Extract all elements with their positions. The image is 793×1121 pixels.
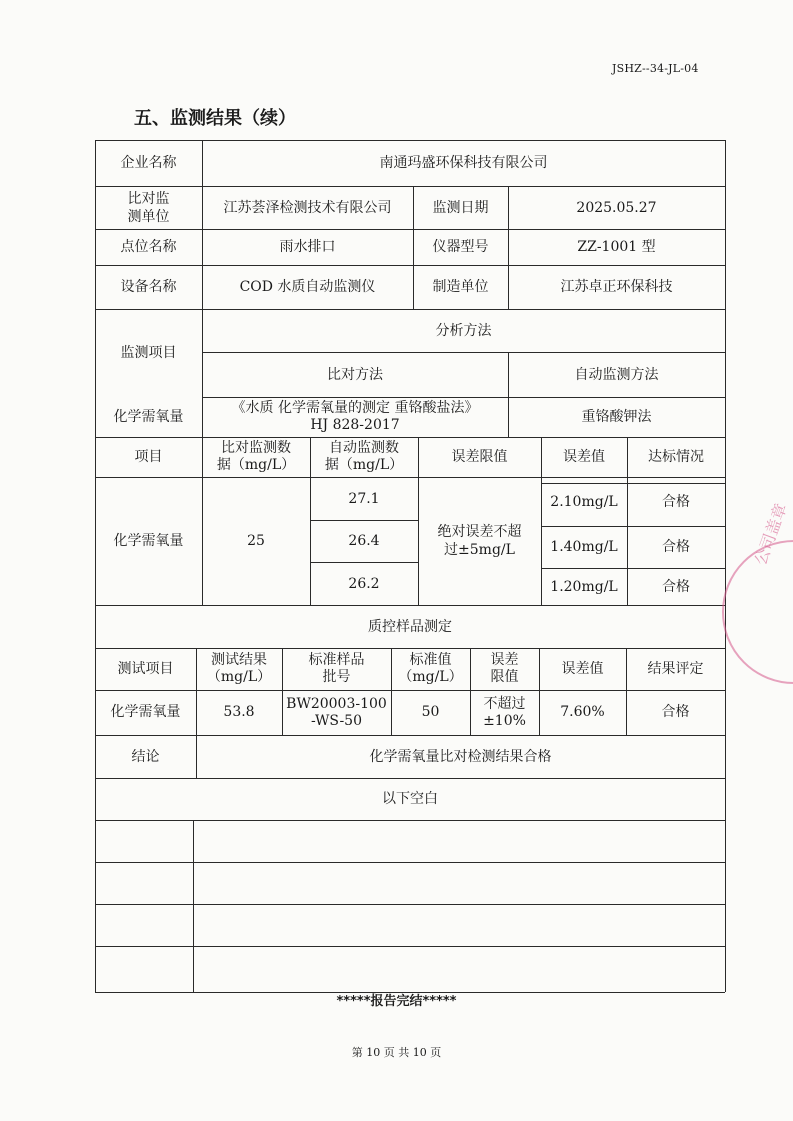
comparison-value: 25 <box>247 533 265 549</box>
page-number: 第 10 页 共 10 页 <box>351 1046 442 1059</box>
analysis-method-header: 分析方法 <box>435 322 492 339</box>
error-value-1: 1.40mg/L <box>550 539 618 555</box>
results-header-3: 误差限值 <box>451 448 508 465</box>
comparison-method-header: 比对方法 <box>327 366 383 383</box>
qc-title: 质控样品测定 <box>368 618 452 635</box>
qc-value-2: BW20003-100 -WS-50 <box>286 695 387 729</box>
comparison-unit-value: 江苏荟泽检测技术有限公司 <box>223 199 392 216</box>
status-0: 合格 <box>662 493 690 510</box>
qc-value-1: 53.8 <box>223 704 255 720</box>
company-label: 企业名称 <box>120 155 177 171</box>
error-value-2: 1.20mg/L <box>550 578 618 595</box>
table-rule <box>95 862 725 863</box>
table-rule <box>95 820 725 821</box>
conclusion-value: 化学需氧量比对检测结果合格 <box>369 748 552 765</box>
report-end-mark: *****报告完结***** <box>336 994 457 1009</box>
document-code: JSHZ--34-JL-04 <box>612 62 699 75</box>
monitoring-item-label: 监测项目 <box>120 345 177 361</box>
results-header-1: 比对监测数 据（mg/L） <box>216 440 296 473</box>
qc-header-6: 结果评定 <box>647 660 704 677</box>
manufacturer-label: 制造单位 <box>432 279 489 295</box>
instrument-model-label: 仪器型号 <box>432 239 489 255</box>
qc-header-1: 测试结果 （mg/L） <box>206 652 272 685</box>
results-item: 化学需氧量 <box>113 533 184 549</box>
device-name-label: 设备名称 <box>120 279 177 295</box>
auto-method-value: 重铬酸钾法 <box>581 409 652 425</box>
monitoring-date-label: 监测日期 <box>432 199 489 216</box>
company-value: 南通玛盛环保科技有限公司 <box>379 155 548 171</box>
conclusion-label: 结论 <box>131 748 160 765</box>
table-rule <box>193 820 194 992</box>
comparison-unit-label: 比对监 测单位 <box>127 190 170 225</box>
comparison-method-value: 《水质 化学需氧量的测定 重铬酸盐法》 HJ 828-2017 <box>231 400 479 433</box>
cod-method-label: 化学需氧量 <box>113 409 184 425</box>
table-rule <box>95 904 725 905</box>
auto-value-2: 26.2 <box>348 575 380 592</box>
qc-value-6: 合格 <box>661 704 690 720</box>
auto-method-header: 自动监测方法 <box>574 366 659 383</box>
point-name-value: 雨水排口 <box>279 239 336 255</box>
point-name-label: 点位名称 <box>120 239 177 255</box>
status-1: 合格 <box>662 539 690 555</box>
device-name-value: COD 水质自动监测仪 <box>239 279 376 295</box>
qc-value-5: 7.60% <box>560 704 605 720</box>
qc-header-2: 标准样品 批号 <box>308 652 365 685</box>
table-border-right <box>725 140 726 992</box>
company-seal-text: 公司盖章 <box>750 500 791 568</box>
qc-header-0: 测试项目 <box>117 660 174 677</box>
results-header-0: 项目 <box>134 448 163 465</box>
manufacturer-value: 江苏卓正环保科技 <box>560 279 673 295</box>
error-limit: 绝对误差不超 过±5mg/L <box>437 524 522 558</box>
instrument-model-value: ZZ-1001 型 <box>577 239 656 255</box>
auto-value-0: 27.1 <box>348 490 380 507</box>
status-2: 合格 <box>662 578 690 595</box>
qc-header-3: 标准值 （mg/L） <box>398 652 463 685</box>
results-header-2: 自动监测数 据（mg/L） <box>324 440 404 473</box>
qc-value-4: 不超过 ±10% <box>483 695 526 729</box>
table-rule <box>95 946 725 947</box>
monitoring-date-value: 2025.05.27 <box>576 199 657 216</box>
results-header-4: 误差值 <box>563 448 605 465</box>
qc-value-3: 50 <box>421 704 440 720</box>
section-title: 五、监测结果（续） <box>134 108 296 129</box>
error-value-0: 2.10mg/L <box>550 493 618 510</box>
qc-value-0: 化学需氧量 <box>110 704 181 720</box>
blank-note: 以下空白 <box>382 791 438 807</box>
qc-header-4: 误差 限值 <box>490 652 519 685</box>
results-header-5: 达标情况 <box>648 448 704 465</box>
qc-header-5: 误差值 <box>561 660 604 677</box>
auto-value-1: 26.4 <box>348 533 380 549</box>
